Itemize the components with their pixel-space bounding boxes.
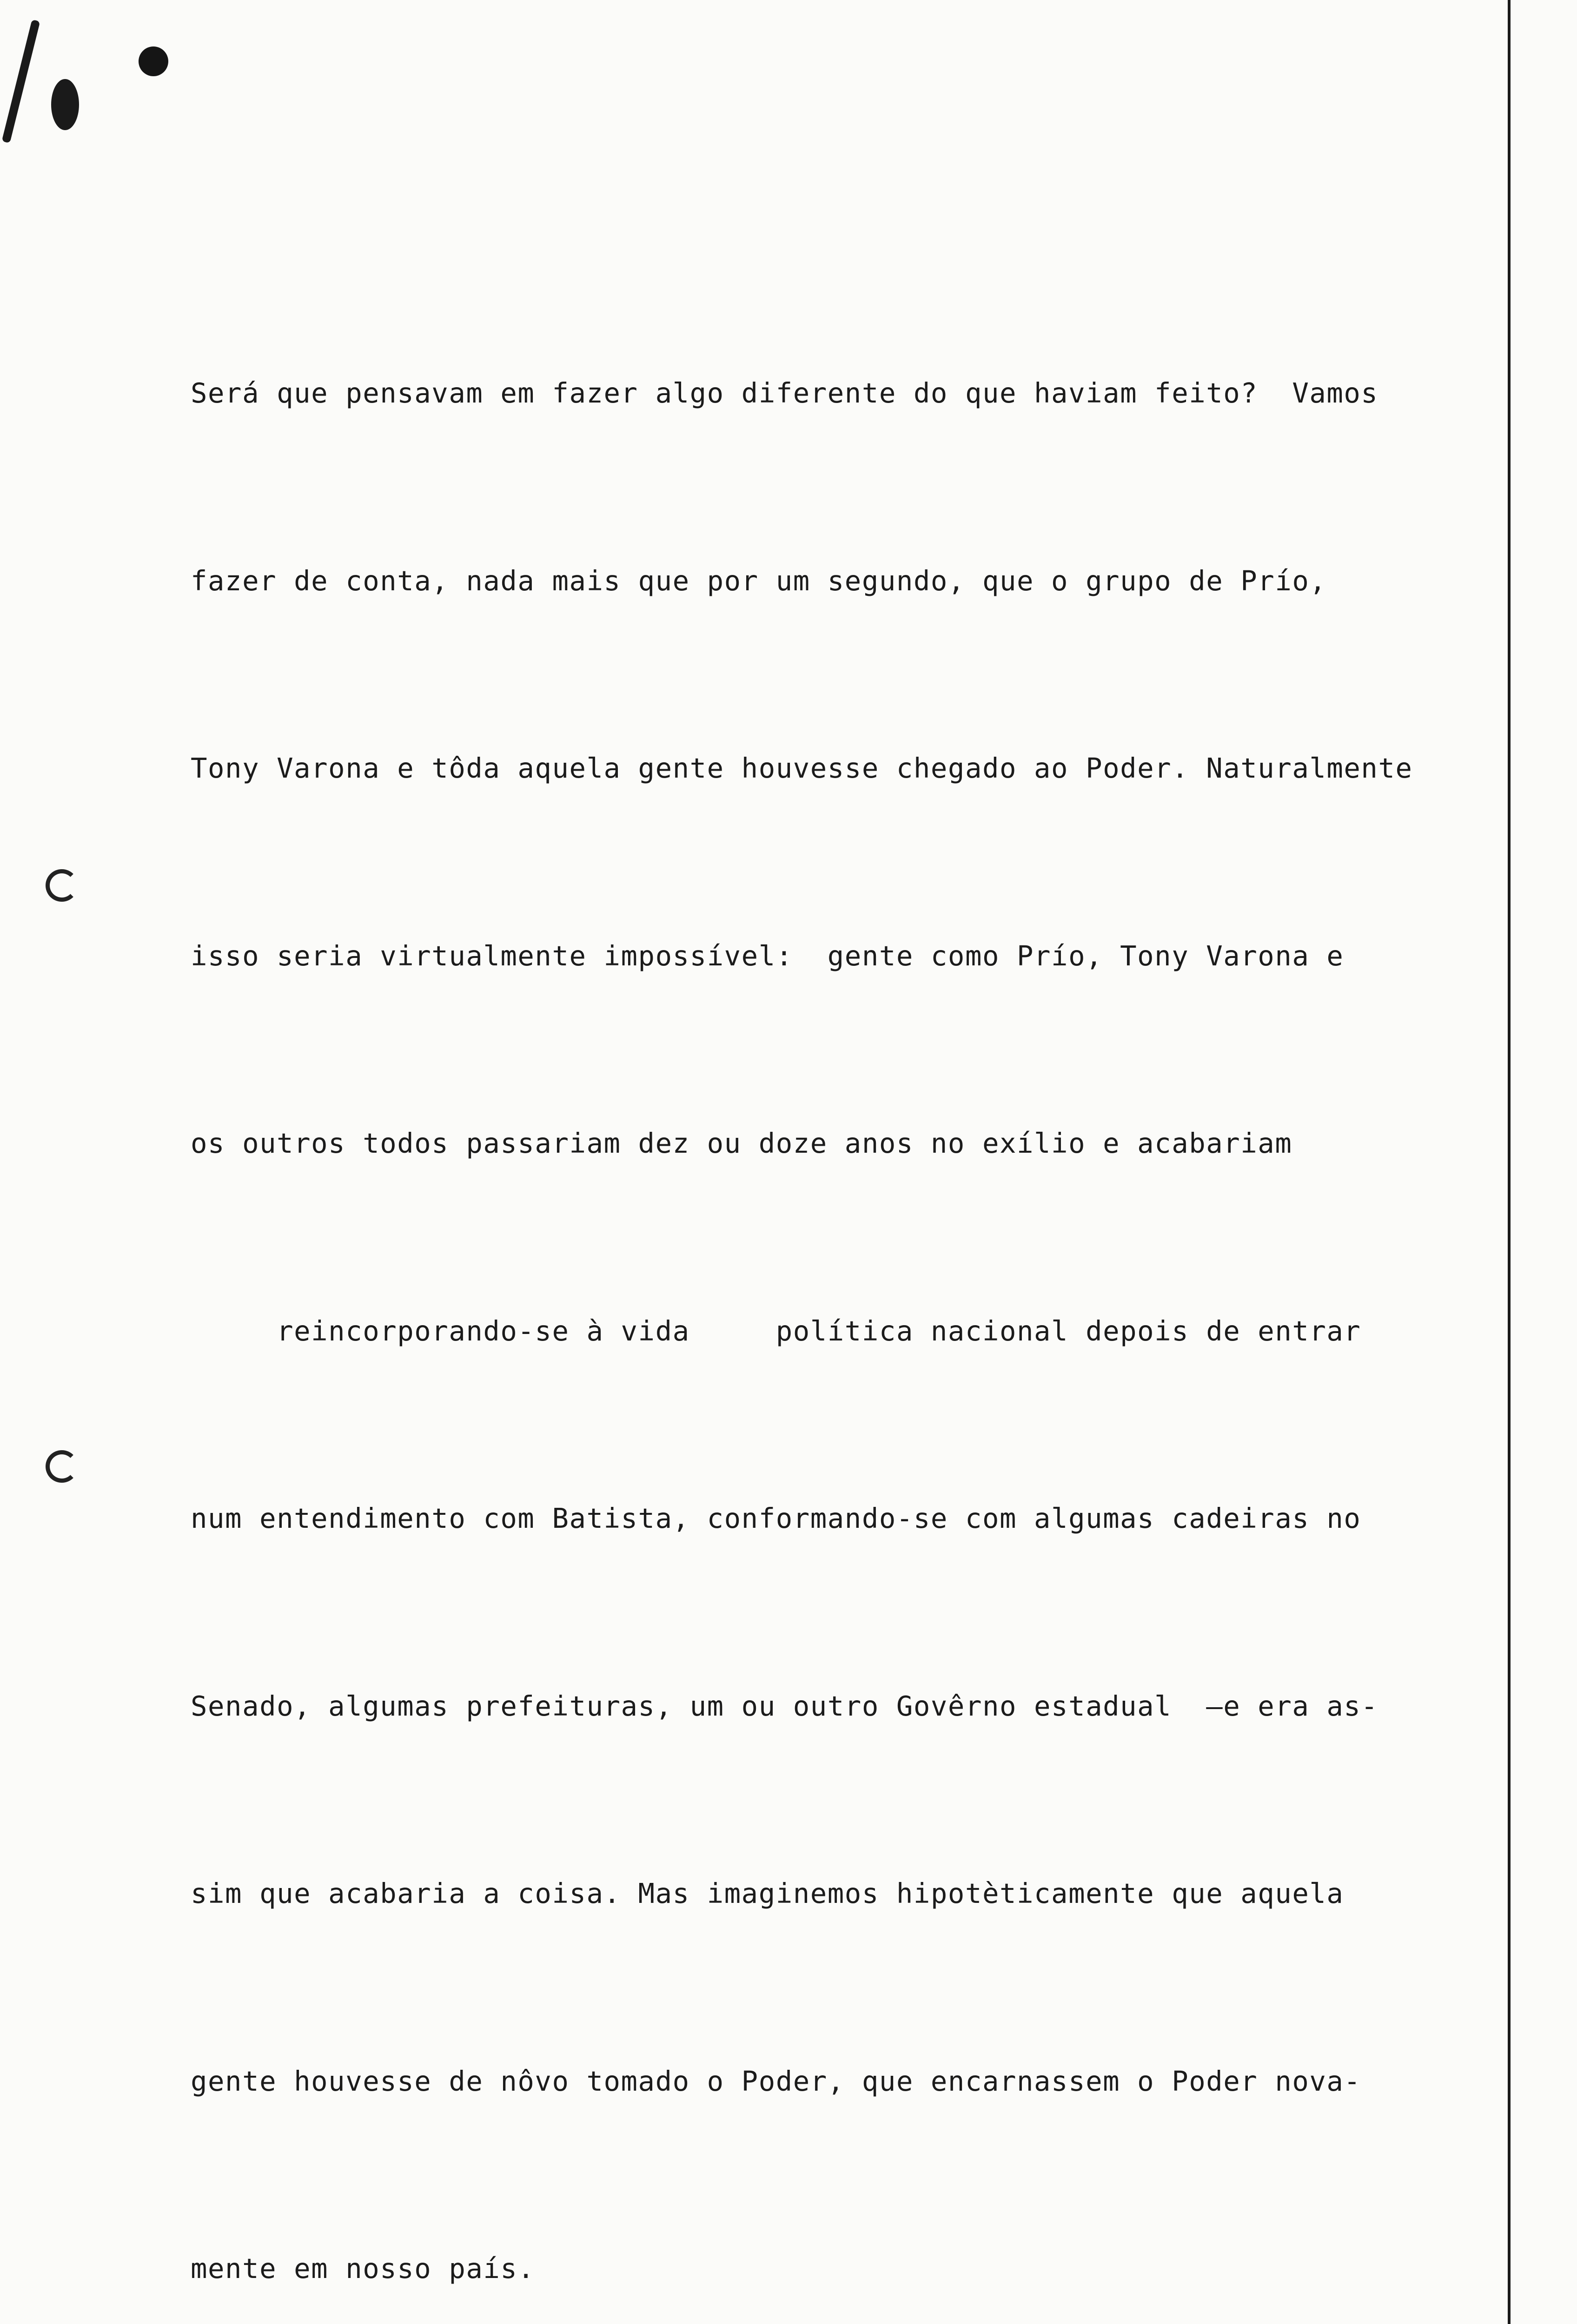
text-line: gente houvesse de nôvo tomado o Poder, que encarnassem o Poder nova- (191, 2065, 1361, 2097)
right-margin-rule (1508, 0, 1511, 2324)
scan-mark-blob (51, 79, 79, 130)
text-line: isso seria virtualmente impossível: gente como Prío, Tony Varona e (191, 939, 1344, 972)
text-line: Senado, algumas prefeituras, um ou outro Govêrno estadual —e era as- (191, 1690, 1378, 1722)
punch-hole-icon (46, 869, 78, 902)
text-line: fazer de conta, nada mais que por um segundo, que o grupo de Prío, (191, 564, 1327, 597)
scan-mark-dot (139, 46, 168, 76)
scan-mark-slash (2, 20, 40, 143)
text-line: num entendimento com Batista, conformando-se com algumas cadeiras no (191, 1502, 1361, 1534)
text-line: sim que acabaria a coisa. Mas imaginemos hipotèticamente que aquela (191, 1877, 1344, 1909)
typed-text-body (191, 237, 1506, 2324)
text-line: Será que pensavam em fazer algo diferente do que haviam feito? Vamos (191, 377, 1378, 409)
text-line: Tony Varona e tôda aquela gente houvesse chegado ao Poder. Naturalmente (191, 752, 1413, 784)
punch-hole-icon (46, 1450, 78, 1483)
text-line: mente em nosso país. (191, 2252, 535, 2284)
text-line: os outros todos passariam dez ou doze anos no exílio e acabariam (191, 1127, 1292, 1159)
text-line: reincorporando-se à vida política nacional depois de entrar (191, 1314, 1361, 1347)
